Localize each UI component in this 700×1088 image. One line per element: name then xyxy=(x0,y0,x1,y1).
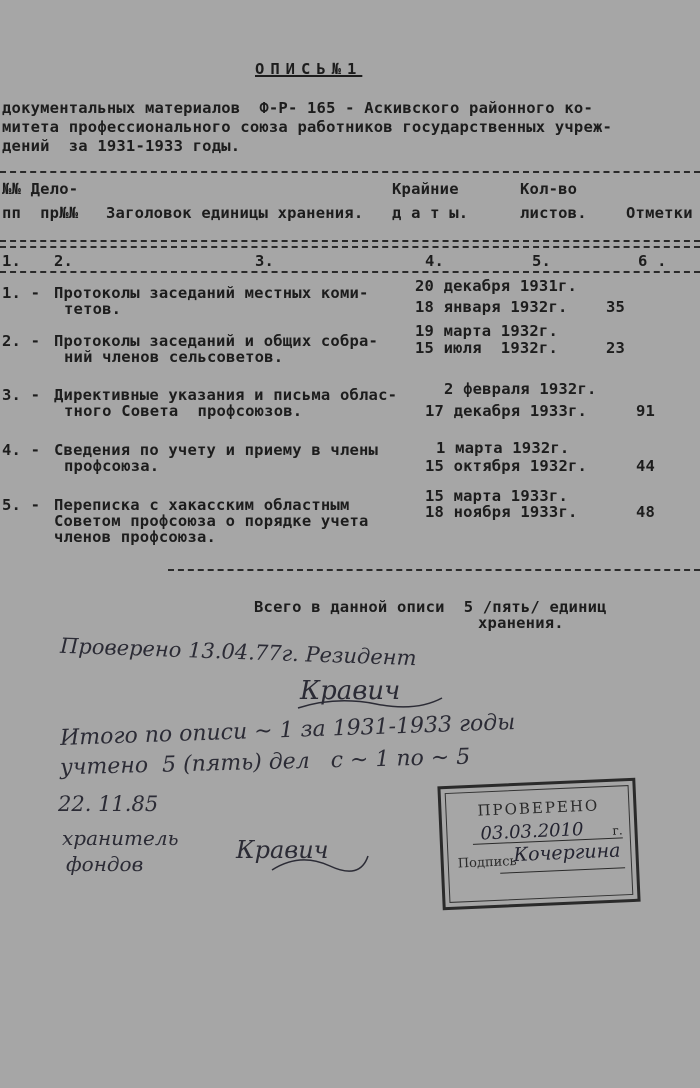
row-sheets: 91 xyxy=(636,402,656,420)
handwritten-total-line-2: учтено 5 (пять) дел с ~ 1 по ~ 5 xyxy=(59,744,471,781)
column-number-5: 5. xyxy=(532,252,552,270)
row-title-line: Протоколы заседаний местных коми- xyxy=(54,284,369,302)
table-end-rule xyxy=(168,569,700,571)
row-date-from: 15 марта 1933г. xyxy=(425,487,568,505)
header-sheets-line1: Кол-во xyxy=(520,180,578,198)
handwritten-signature-2: Кравич xyxy=(236,836,329,864)
row-title-line: Советом профсоюза о порядке учета xyxy=(54,512,369,530)
row-title-line: Переписка с хакасским областным xyxy=(54,496,350,514)
handwritten-keeper-line-1: хранитель xyxy=(62,826,179,850)
row-date-from: 2 февраля 1932г. xyxy=(444,380,597,398)
summary-line-2: хранения. xyxy=(478,614,564,632)
signature-flourish-icon xyxy=(270,846,370,876)
header-dates-line2: д а т ы. xyxy=(392,204,469,222)
subtitle-line-3: дений за 1931-1933 годы. xyxy=(2,137,241,155)
row-title-line: тного Совета профсоюзов. xyxy=(64,402,303,420)
header-title-column: Заголовок единицы хранения. xyxy=(106,204,364,222)
row-title-line: профсоюза. xyxy=(64,457,160,475)
row-sheets: 35 xyxy=(606,298,626,316)
stamp-title: ПРОВЕРЕНО xyxy=(477,796,600,820)
column-number-4: 4. xyxy=(425,252,445,270)
row-date-from: 19 марта 1932г. xyxy=(415,322,558,340)
stamp-date: 03.03.2010 xyxy=(480,819,584,845)
subtitle-line-1: документальных материалов Ф-Р- 165 - Аскивского районного ко- xyxy=(2,99,593,117)
row-sheets: 48 xyxy=(636,503,656,521)
header-col1-line1: №№ Дело- xyxy=(2,180,79,198)
column-number-3: 3. xyxy=(255,252,275,270)
row-sheets: 23 xyxy=(606,339,626,357)
handwritten-date: 22. 11.85 xyxy=(58,792,159,816)
header-bottom-rule-2 xyxy=(0,246,700,248)
row-date-from: 1 марта 1932г. xyxy=(436,439,570,457)
row-sheets: 44 xyxy=(636,457,656,475)
row-date-to: 18 января 1932г. xyxy=(415,298,568,316)
stamp-signature: Кочергина xyxy=(512,839,621,867)
row-number: 1. - xyxy=(2,284,41,302)
row-date-to: 17 декабря 1933г. xyxy=(425,402,588,420)
header-dates-line1: Крайние xyxy=(392,180,459,198)
signature-flourish-icon xyxy=(296,686,446,716)
row-number: 5. - xyxy=(2,496,41,514)
row-number: 3. - xyxy=(2,386,41,404)
summary-line-1: Всего в данной описи 5 /пять/ единиц xyxy=(254,598,607,616)
document-title: ОПИСЬ№1 xyxy=(255,60,363,78)
column-number-6: 6 . xyxy=(638,252,667,270)
handwritten-keeper-line-2: фондов xyxy=(66,852,144,876)
verification-stamp xyxy=(437,778,640,911)
row-date-from: 20 декабря 1931г. xyxy=(415,277,578,295)
row-date-to: 18 ноября 1933г. xyxy=(425,503,578,521)
handwritten-signature-1: Кравич xyxy=(300,676,401,706)
row-number: 4. - xyxy=(2,441,41,459)
column-number-2: 2. xyxy=(54,252,74,270)
row-title-line: ний членов сельсоветов. xyxy=(64,348,284,366)
header-top-rule xyxy=(0,171,700,173)
handwritten-total-line-1: Итого по описи ~ 1 за 1931-1933 годы xyxy=(59,710,516,751)
stamp-year-suffix: г. xyxy=(612,823,623,838)
row-title-line: Сведения по учету и приему в члены xyxy=(54,441,379,459)
row-date-to: 15 октября 1932г. xyxy=(425,457,588,475)
row-date-to: 15 июля 1932г. xyxy=(415,339,558,357)
header-bottom-rule xyxy=(0,240,700,242)
header-col1-line2: пп пр№№ xyxy=(2,204,79,222)
header-notes-column: Отметки xyxy=(626,204,693,222)
subtitle-line-2: митета профессионального союза работников государственных учреж- xyxy=(2,118,613,136)
column-number-1: 1. xyxy=(2,252,22,270)
row-title-line: Директивные указания и письма облас- xyxy=(54,386,398,404)
header-sheets-line2: листов. xyxy=(520,204,587,222)
stamp-signature-label: Подпись xyxy=(457,854,517,872)
row-title-line: членов профсоюза. xyxy=(54,528,217,546)
row-number: 2. - xyxy=(2,332,41,350)
row-title-line: тетов. xyxy=(64,300,122,318)
column-numbers-rule xyxy=(0,271,700,273)
row-title-line: Протоколы заседаний и общих собра- xyxy=(54,332,379,350)
handwritten-checked-note: Проверено 13.04.77г. Резидент xyxy=(59,633,417,671)
